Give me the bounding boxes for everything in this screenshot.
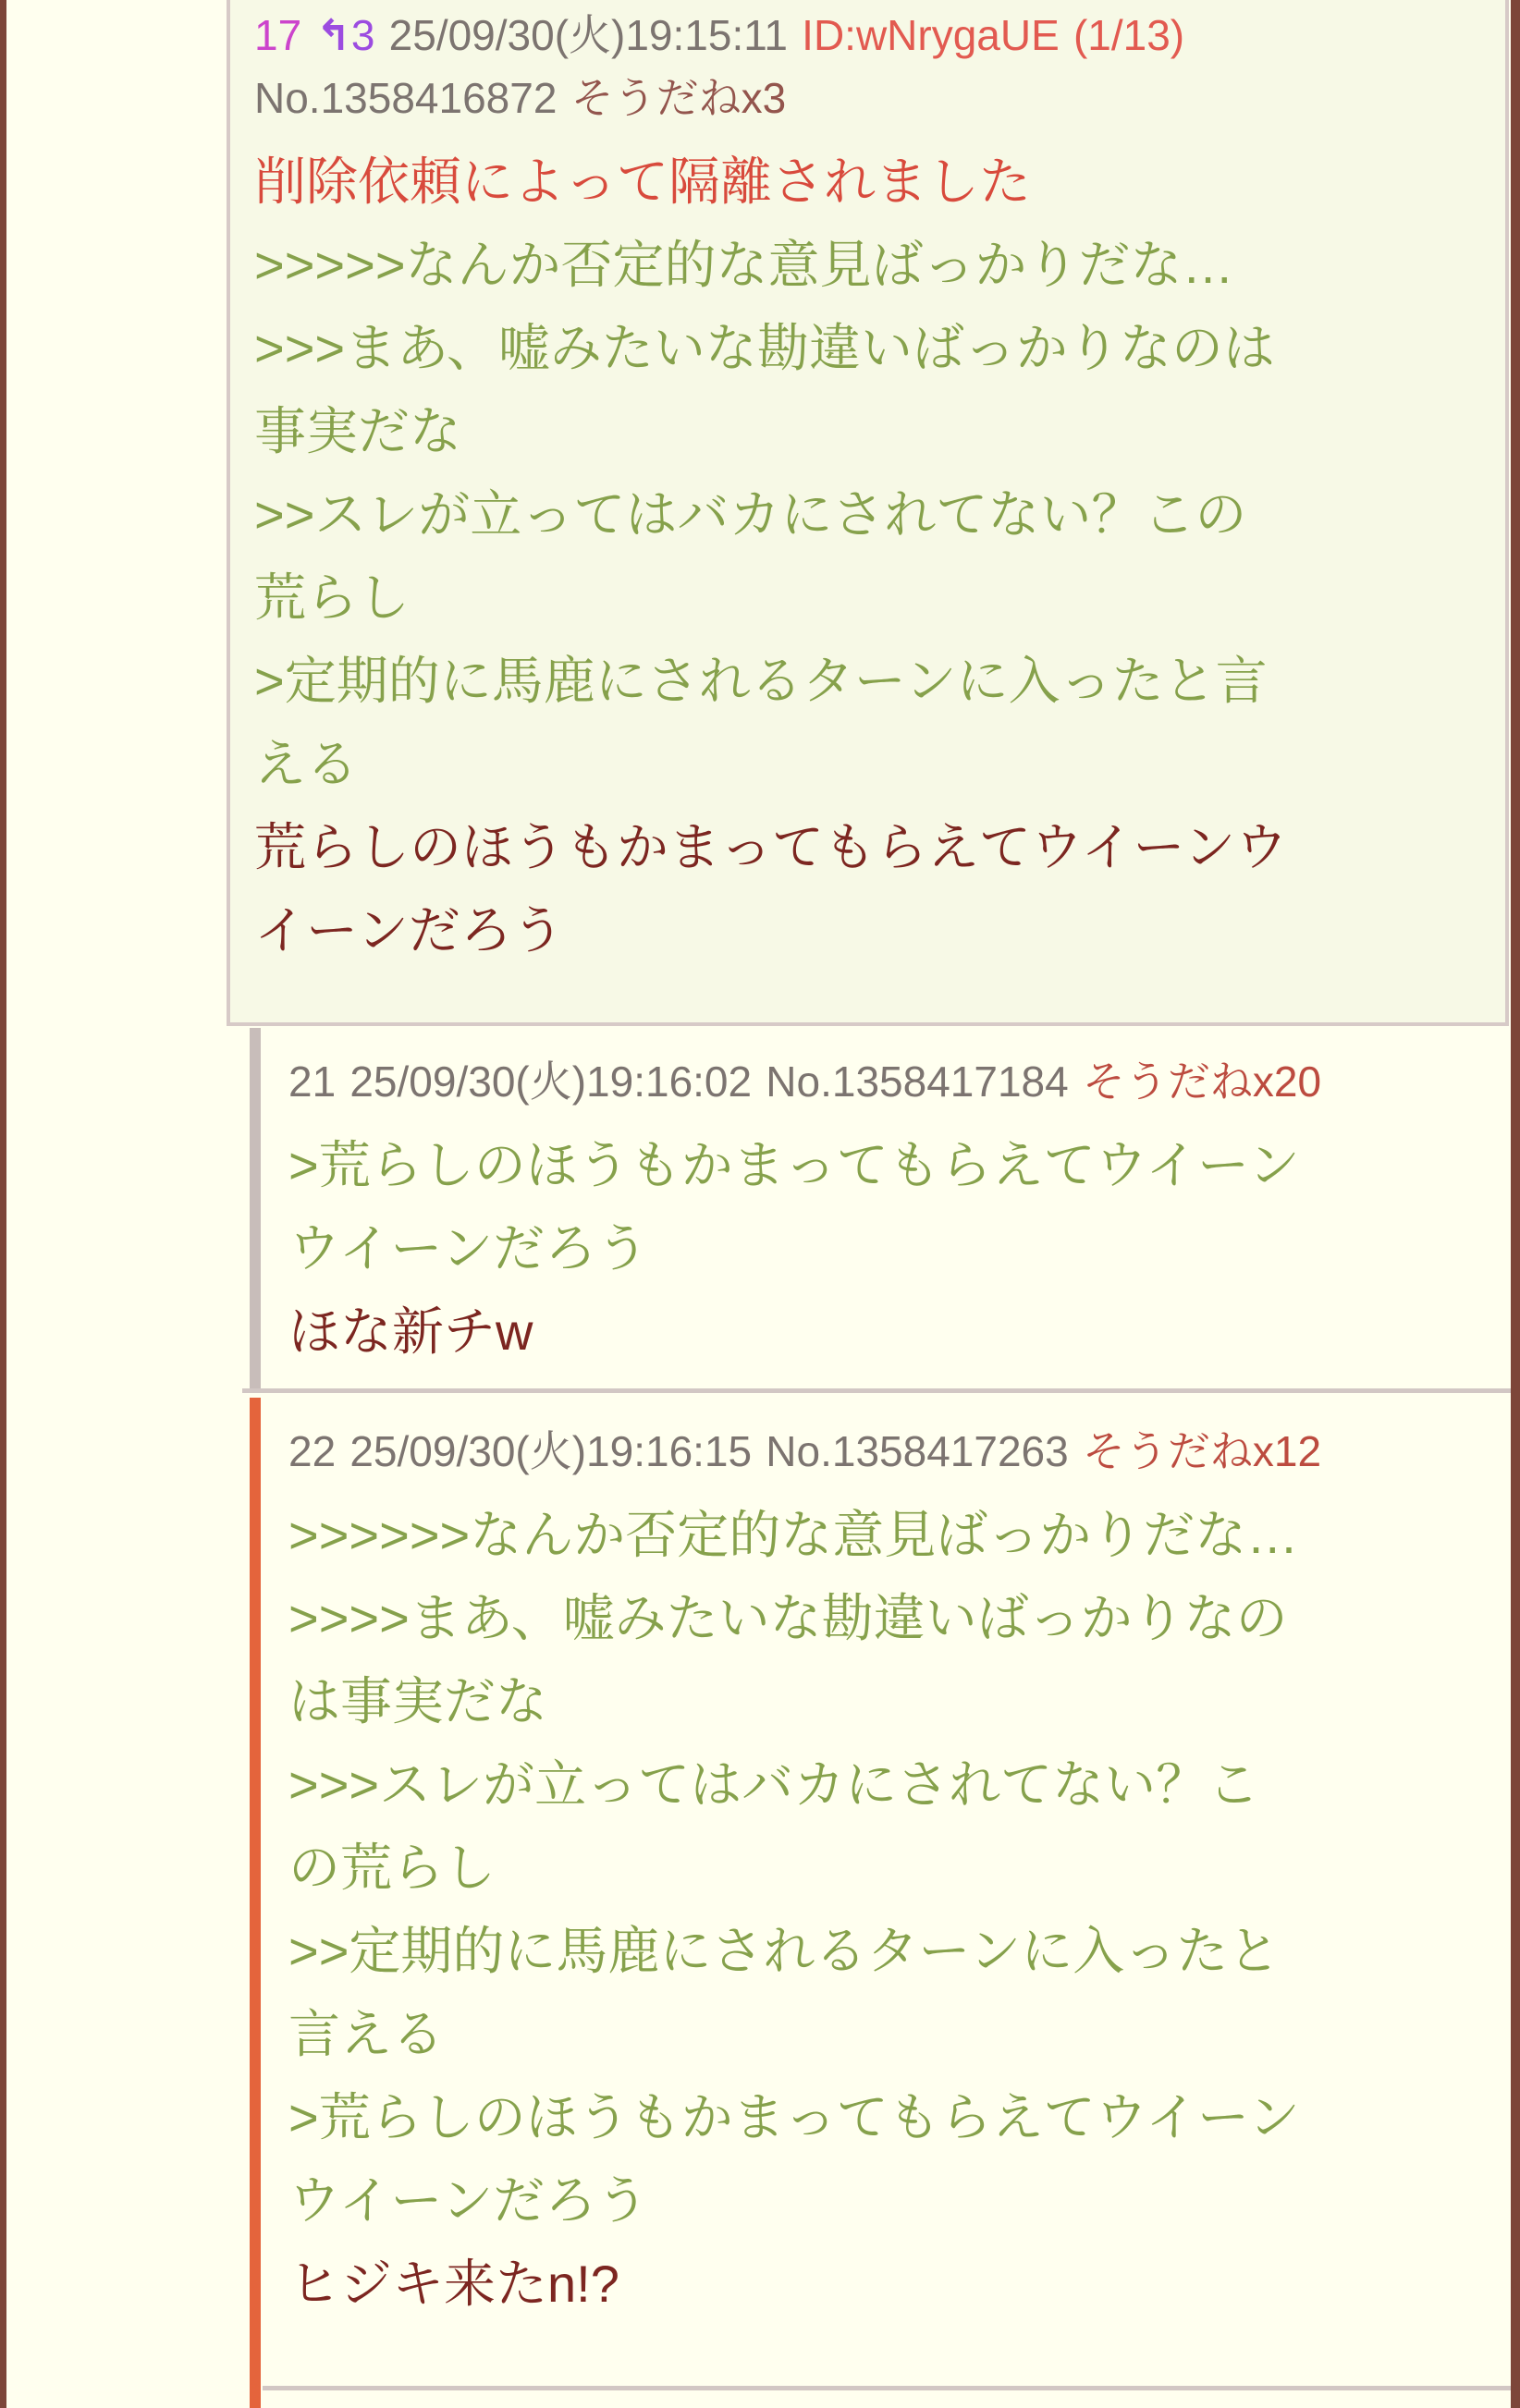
- post-body: [288, 1494, 1511, 2326]
- post-no-link[interactable]: No.1358417263: [766, 1427, 1069, 1475]
- quote-line[interactable]: ウイーンだろう: [288, 1219, 649, 1277]
- post-date: 25/09/30(火)19:16:15: [349, 1427, 753, 1475]
- quote-line[interactable]: の荒らし: [288, 1839, 496, 1897]
- soudane-link[interactable]: そうだねx20: [1082, 1057, 1322, 1106]
- post-number-link[interactable]: 22: [288, 1427, 337, 1475]
- post-header-line2: [254, 67, 1490, 129]
- post-date: 25/09/30(火)19:16:02: [349, 1057, 753, 1106]
- quote-line[interactable]: >荒らしのほうもかまってもらえてウイーン: [288, 2088, 1300, 2146]
- page-left-edge-bar: [0, 0, 6, 2408]
- poster-id-link[interactable]: ID:wNrygaUE: [802, 11, 1060, 59]
- deleted-notice-line: 削除依頼によって隔離されました: [254, 153, 1031, 211]
- post-header: [254, 4, 1490, 67]
- quote-line[interactable]: >>>スレが立ってはバカにされてない？こ: [288, 1755, 1260, 1814]
- quote-line[interactable]: >>スレが立ってはバカにされてない？この: [254, 485, 1247, 544]
- reply-arrow-icon: ↰: [315, 11, 351, 59]
- text-line: ほな新チw: [288, 1302, 533, 1361]
- post-header: [288, 1420, 1511, 1483]
- reply-count-value: 3: [350, 11, 375, 59]
- quote-line[interactable]: 言える: [288, 2005, 444, 2063]
- text-line: ヒジキ来たn!?: [288, 2255, 619, 2313]
- quote-line[interactable]: >>>>まあ、嘘みたいな勘違いばっかりなの: [288, 1589, 1288, 1647]
- quote-line[interactable]: は事実だな: [288, 1672, 547, 1730]
- text-line: 荒らしのほうもかまってもらえてウイーンウ: [254, 818, 1288, 876]
- post-17[interactable]: [227, 0, 1509, 1026]
- soudane-link[interactable]: そうだねx12: [1082, 1427, 1322, 1475]
- id-post-counter: (1/13): [1073, 11, 1185, 59]
- quote-line[interactable]: >>定期的に馬鹿にされるターンに入ったと: [288, 1922, 1281, 1980]
- page-right-edge-bar: [1511, 0, 1520, 2408]
- quote-line[interactable]: >>>まあ、嘘みたいな勘違いばっかりなのは: [254, 319, 1275, 377]
- post-separator: [263, 2386, 1511, 2390]
- quote-line[interactable]: >荒らしのほうもかまってもらえてウイーン: [288, 1136, 1300, 1194]
- post-no-link[interactable]: No.1358416872: [254, 74, 558, 122]
- post-body: [254, 141, 1490, 972]
- soudane-link[interactable]: そうだねx3: [570, 74, 787, 122]
- post-separator: [242, 1388, 1511, 1393]
- post-number-link[interactable]: 17: [254, 11, 302, 59]
- quote-line[interactable]: >>>>>>なんか否定的な意見ばっかりだな…: [288, 1506, 1299, 1564]
- quote-line[interactable]: >定期的に馬鹿にされるターンに入ったと言: [254, 652, 1268, 710]
- reply-count[interactable]: [315, 11, 374, 59]
- post-date: 25/09/30(火)19:15:11: [388, 11, 788, 59]
- quote-line[interactable]: >>>>>なんか否定的な意見ばっかりだな…: [254, 236, 1234, 294]
- quote-line[interactable]: 事実だな: [254, 402, 461, 460]
- post-header: [288, 1050, 1511, 1113]
- post-no-link[interactable]: No.1358417184: [766, 1057, 1069, 1106]
- post-number-link[interactable]: 21: [288, 1057, 337, 1106]
- text-line: イーンだろう: [254, 901, 564, 960]
- post-body: [288, 1124, 1511, 1374]
- post-21[interactable]: [250, 1028, 1511, 1389]
- quote-line[interactable]: える: [254, 735, 358, 793]
- quote-line[interactable]: ウイーンだろう: [288, 2171, 649, 2230]
- post-22[interactable]: [250, 1398, 1511, 2408]
- quote-line[interactable]: 荒らし: [254, 568, 410, 627]
